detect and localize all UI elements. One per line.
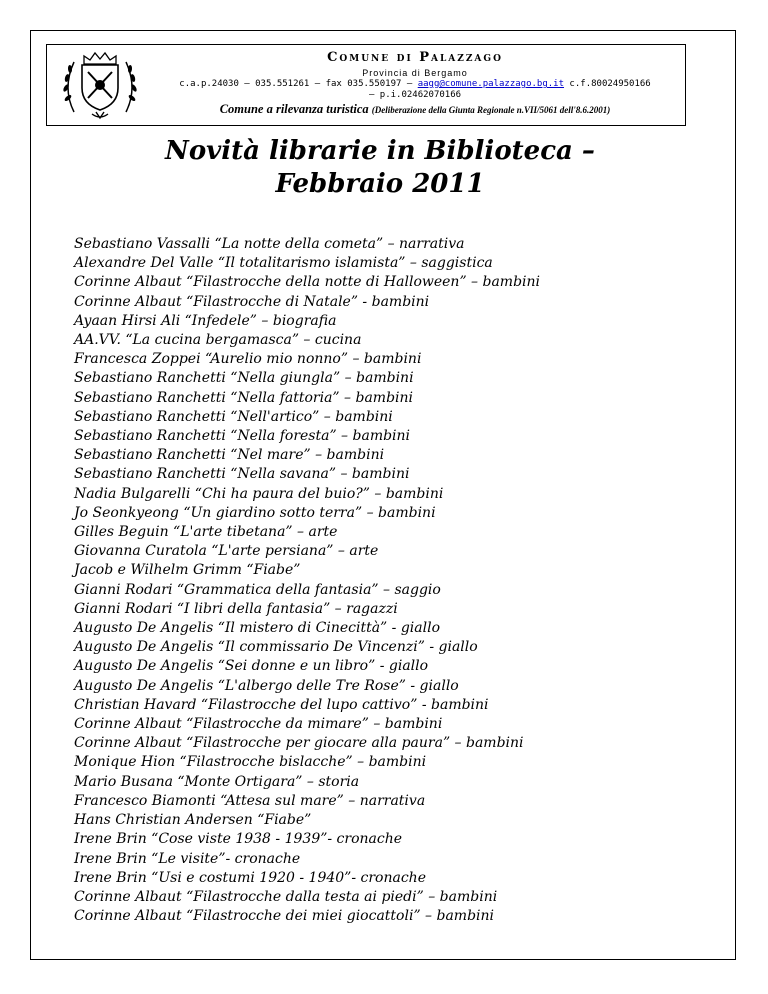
book-entry: Irene Brin “Le visite”- cronache bbox=[74, 850, 301, 867]
book-entry: Sebastiano Vassalli “La notte della cometa” – narrativa bbox=[74, 236, 465, 252]
comune-name: Comune di Palazzago bbox=[327, 50, 503, 65]
book-entry: Hans Christian Andersen “Fiabe” bbox=[74, 812, 312, 829]
title-line-2: Febbraio 2011 bbox=[275, 169, 485, 199]
book-entry: Sebastiano Ranchetti “Nella savana” – bambini bbox=[74, 466, 410, 483]
book-entry: Sebastiano Ranchetti “Nell'artico” – bambini bbox=[74, 408, 393, 425]
book-entry: Jacob e Wilhelm Grimm “Fiabe” bbox=[74, 562, 301, 579]
book-entry: Sebastiano Ranchetti “Nella giungla” – bambini bbox=[74, 370, 414, 387]
book-entry: Corinne Albaut “Filastrocche per giocare alla paura” – bambini bbox=[74, 735, 524, 752]
coat-of-arms-icon bbox=[52, 48, 148, 123]
book-entry: Monique Hion “Filastrocche bislacche” – bambini bbox=[74, 754, 427, 771]
book-entry: Corinne Albaut “Filastrocche dalla testa ai piedi” – bambini bbox=[74, 888, 498, 905]
book-entry: Augusto De Angelis “Il mistero di Cinecittà” - giallo bbox=[74, 620, 441, 637]
book-list bbox=[74, 235, 540, 926]
book-entry: Corinne Albaut “Filastrocche della notte di Halloween” – bambini bbox=[74, 274, 541, 291]
book-entry: Irene Brin “Usi e costumi 1920 - 1940”- cronache bbox=[74, 869, 426, 886]
contact-line-1 bbox=[150, 79, 680, 90]
contact-line-2: – p.i.02462070166 bbox=[368, 90, 462, 100]
provincia-name: Provincia di Bergamo bbox=[362, 68, 468, 78]
title-line-1: Novità librarie in Biblioteca – bbox=[165, 136, 595, 166]
book-entry: Augusto De Angelis “L'albergo delle Tre Rose” - giallo bbox=[74, 677, 459, 694]
book-entry: Augusto De Angelis “Sei donne e un libro” - giallo bbox=[74, 658, 429, 675]
contact-info bbox=[150, 79, 680, 101]
book-entry: Irene Brin “Cose viste 1938 - 1939”- cronache bbox=[74, 831, 403, 848]
tourism-label: Comune a rilevanza turistica bbox=[219, 102, 369, 116]
book-entry: Corinne Albaut “Filastrocche da mimare” – bambini bbox=[74, 716, 443, 733]
book-entry: Nadia Bulgarelli “Chi ha paura del buio?” – bambini bbox=[74, 485, 444, 502]
book-entry: Sebastiano Ranchetti “Nel mare” – bambini bbox=[74, 447, 385, 464]
book-entry: Gianni Rodari “I libri della fantasia” – ragazzi bbox=[74, 600, 398, 617]
page-title bbox=[100, 135, 660, 201]
book-entry: Giovanna Curatola “L'arte persiana” – arte bbox=[74, 543, 379, 560]
book-entry: Francesco Biamonti “Attesa sul mare” – narrativa bbox=[74, 792, 426, 809]
book-entry: Sebastiano Ranchetti “Nella foresta” – bambini bbox=[74, 428, 411, 445]
book-entry: Christian Havard “Filastrocche del lupo cattivo” - bambini bbox=[74, 696, 489, 713]
book-entry: AA.VV. “La cucina bergamasca” – cucina bbox=[74, 332, 362, 349]
tourism-status bbox=[150, 102, 680, 117]
book-entry: Sebastiano Ranchetti “Nella fattoria” – bambini bbox=[74, 389, 414, 406]
book-entry: Alexandre Del Valle “Il totalitarismo islamista” – saggistica bbox=[74, 255, 493, 272]
book-entry: Corinne Albaut “Filastrocche dei miei giocattoli” – bambini bbox=[74, 908, 495, 925]
tourism-deliberation: (Deliberazione della Giunta Regionale n.VII/5061 dell'8.6.2001) bbox=[371, 105, 611, 115]
book-entry: Ayaan Hirsi Ali “Infedele” – biografia bbox=[74, 312, 337, 329]
contact-suffix: c.f.80024950166 bbox=[564, 79, 651, 89]
book-entry: Augusto De Angelis “Il commissario De Vincenzi” - giallo bbox=[74, 639, 478, 656]
book-entry: Francesca Zoppei “Aurelio mio nonno” – bambini bbox=[74, 351, 422, 368]
email-link[interactable]: aagg@comune.palazzago.bg.it bbox=[417, 79, 565, 89]
book-entry: Corinne Albaut “Filastrocche di Natale” - bambini bbox=[74, 293, 430, 310]
book-entry: Mario Busana “Monte Ortigara” – storia bbox=[74, 773, 360, 790]
contact-prefix: c.a.p.24030 – 035.551261 – fax 035.550197 – bbox=[179, 79, 418, 89]
book-entry: Gianni Rodari “Grammatica della fantasia” – saggio bbox=[74, 581, 441, 598]
book-entry: Gilles Beguin “L'arte tibetana” – arte bbox=[74, 524, 338, 541]
book-entry: Jo Seonkyeong “Un giardino sotto terra” – bambini bbox=[74, 504, 436, 521]
